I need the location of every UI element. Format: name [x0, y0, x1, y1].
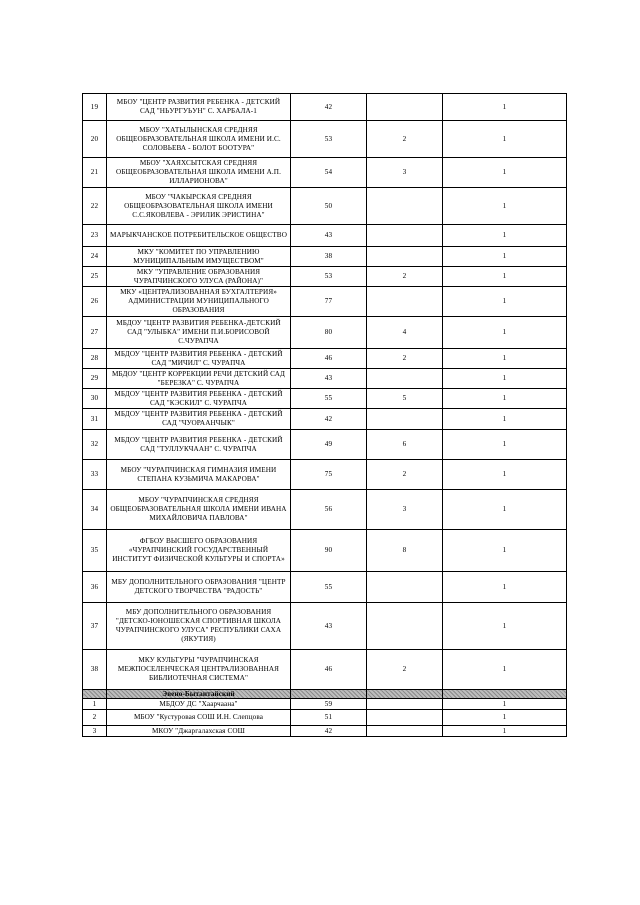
value-2	[367, 726, 443, 737]
value-3: 1	[443, 317, 567, 349]
table-row	[83, 188, 567, 225]
value-2	[367, 603, 443, 650]
value-2	[367, 710, 443, 726]
value-1: 59	[291, 699, 367, 710]
row-number: 20	[83, 121, 107, 158]
table-row	[83, 369, 567, 389]
value-1: 46	[291, 650, 367, 690]
row-number: 21	[83, 158, 107, 188]
value-3: 1	[443, 158, 567, 188]
value-3: 1	[443, 389, 567, 409]
table-row	[83, 267, 567, 287]
organization-name: МКУ «ЦЕНТРАЛИЗОВАННАЯ БУХГАЛТЕРИЯ» АДМИНИСТРАЦИИ МУНИЦИПАЛЬНОГО ОБРАЗОВАНИЯ	[107, 287, 291, 317]
value-1: 90	[291, 530, 367, 572]
row-number: 22	[83, 188, 107, 225]
value-2	[367, 247, 443, 267]
value-3: 1	[443, 603, 567, 650]
value-3: 1	[443, 710, 567, 726]
value-3: 1	[443, 460, 567, 490]
value-2: 3	[367, 158, 443, 188]
organization-name: МБДОУ ДС "Хаарчаана"	[107, 699, 291, 710]
value-2: 2	[367, 121, 443, 158]
value-2: 2	[367, 267, 443, 287]
value-3: 1	[443, 247, 567, 267]
value-1: 38	[291, 247, 367, 267]
section-title: Эвено-Бытантайский	[107, 690, 291, 699]
value-2	[367, 699, 443, 710]
value-3: 1	[443, 430, 567, 460]
organization-name: МБДОУ "ЦЕНТР РАЗВИТИЯ РЕБЕНКА - ДЕТСКИЙ САД "МИЧИЛ" С. ЧУРАПЧА	[107, 349, 291, 369]
organization-name: МБОУ "ЧУРАПЧИНСКАЯ СРЕДНЯЯ ОБЩЕОБРАЗОВАТЕЛЬНАЯ ШКОЛА ИМЕНИ ИВАНА МИХАЙЛОВИЧА ПАВЛОВА"	[107, 490, 291, 530]
value-2	[367, 287, 443, 317]
value-3: 1	[443, 726, 567, 737]
table-row	[83, 94, 567, 121]
organization-name: МБОУ "ХАТЫЛЫНСКАЯ СРЕДНЯЯ ОБЩЕОБРАЗОВАТЕЛЬНАЯ ШКОЛА ИМЕНИ И.С. СОЛОВЬЕВА - БОЛОТ БООТУРА"	[107, 121, 291, 158]
table-row	[83, 409, 567, 430]
value-3: 1	[443, 490, 567, 530]
row-number: 28	[83, 349, 107, 369]
organization-name: МБУ ДОПОЛНИТЕЛЬНОГО ОБРАЗОВАНИЯ "ДЕТСКО-ЮНОШЕСКАЯ СПОРТИВНАЯ ШКОЛА ЧУРАПЧИНСКОГО УЛУСА" РЕСПУБЛИКИ САХА (ЯКУТИЯ)	[107, 603, 291, 650]
organization-name: МБОУ "ЧАКЫРСКАЯ СРЕДНЯЯ ОБЩЕОБРАЗОВАТЕЛЬНАЯ ШКОЛА ИМЕНИ С.С.ЯКОВЛЕВА - ЭРИЛИК ЭРИСТИНА"	[107, 188, 291, 225]
table-row	[83, 430, 567, 460]
value-1: 43	[291, 369, 367, 389]
row-number: 27	[83, 317, 107, 349]
table-row	[83, 530, 567, 572]
row-number: 35	[83, 530, 107, 572]
table-row	[83, 287, 567, 317]
organization-name: МКОУ "Джаргалахская СОШ	[107, 726, 291, 737]
row-number: 19	[83, 94, 107, 121]
row-number: 37	[83, 603, 107, 650]
value-1: 55	[291, 572, 367, 603]
row-number: 23	[83, 225, 107, 247]
table-row	[83, 726, 567, 737]
value-2: 3	[367, 490, 443, 530]
value-2	[367, 572, 443, 603]
table-row	[83, 121, 567, 158]
value-1: 49	[291, 430, 367, 460]
organization-name: МБОУ "ЧУРАПЧИНСКАЯ ГИМНАЗИЯ ИМЕНИ СТЕПАНА КУЗЬМИЧА МАКАРОВА"	[107, 460, 291, 490]
value-1: 42	[291, 94, 367, 121]
row-number: 29	[83, 369, 107, 389]
value-2	[367, 369, 443, 389]
value-3: 1	[443, 650, 567, 690]
row-number: 32	[83, 430, 107, 460]
organization-name: МКУ "КОМИТЕТ ПО УПРАВЛЕНИЮ МУНИЦИПАЛЬНЫМ ИМУЩЕСТВОМ"	[107, 247, 291, 267]
row-number: 24	[83, 247, 107, 267]
row-number: 1	[83, 699, 107, 710]
value-3: 1	[443, 409, 567, 430]
value-1: 43	[291, 225, 367, 247]
value-1: 75	[291, 460, 367, 490]
row-number: 36	[83, 572, 107, 603]
value-2: 2	[367, 460, 443, 490]
value-1: 80	[291, 317, 367, 349]
organization-name: МБДОУ "ЦЕНТР РАЗВИТИЯ РЕБЕНКА - ДЕТСКИЙ САД "КЭСКИЛ" С. ЧУРАПЧА	[107, 389, 291, 409]
row-number: 31	[83, 409, 107, 430]
table-row	[83, 349, 567, 369]
value-1: 42	[291, 726, 367, 737]
value-1: 53	[291, 267, 367, 287]
organization-name: МБОУ "ЦЕНТР РАЗВИТИЯ РЕБЕНКА - ДЕТСКИЙ САД "НЬУРГУЬУН" С. ХАРБАЛА-1	[107, 94, 291, 121]
value-2: 8	[367, 530, 443, 572]
organization-name: МБДОУ "ЦЕНТР КОРРЕКЦИИ РЕЧИ ДЕТСКИЙ САД "БЕРЕЗКА" С. ЧУРАПЧА	[107, 369, 291, 389]
value-3: 1	[443, 188, 567, 225]
value-2	[367, 409, 443, 430]
value-3: 1	[443, 349, 567, 369]
organization-name: МКУ "УПРАВЛЕНИЕ ОБРАЗОВАНИЯ ЧУРАПЧИНСКОГО УЛУСА (РАЙОНА)"	[107, 267, 291, 287]
table-row	[83, 650, 567, 690]
organization-name: МБУ ДОПОЛНИТЕЛЬНОГО ОБРАЗОВАНИЯ "ЦЕНТР ДЕТСКОГО ТВОРЧЕСТВА "РАДОСТЬ"	[107, 572, 291, 603]
organization-name: МБОУ "Кустуровая СОШ И.Н. Слепцова	[107, 710, 291, 726]
table-row	[83, 460, 567, 490]
table-row	[83, 710, 567, 726]
value-1: 55	[291, 389, 367, 409]
value-3: 1	[443, 287, 567, 317]
value-2: 2	[367, 650, 443, 690]
organization-name: МБДОУ "ЦЕНТР РАЗВИТИЯ РЕБЕНКА-ДЕТСКИЙ САД "УЛЫБКА" ИМЕНИ П.И.БОРИСОВОЙ С.ЧУРАПЧА	[107, 317, 291, 349]
table-row	[83, 158, 567, 188]
value-1: 46	[291, 349, 367, 369]
value-1: 50	[291, 188, 367, 225]
row-number: 30	[83, 389, 107, 409]
organization-name: МАРЫКЧАНСКОЕ ПОТРЕБИТЕЛЬСКОЕ ОБЩЕСТВО	[107, 225, 291, 247]
value-1: 51	[291, 710, 367, 726]
value-3: 1	[443, 530, 567, 572]
value-3: 1	[443, 121, 567, 158]
table-row	[83, 225, 567, 247]
value-3: 1	[443, 699, 567, 710]
organization-name: МБДОУ "ЦЕНТР РАЗВИТИЯ РЕБЕНКА - ДЕТСКИЙ САД "ЧУОРААНЧЫК"	[107, 409, 291, 430]
organization-name: МБДОУ "ЦЕНТР РАЗВИТИЯ РЕБЕНКА - ДЕТСКИЙ САД "ТУЛЛУКЧААН" С. ЧУРАПЧА	[107, 430, 291, 460]
value-2: 5	[367, 389, 443, 409]
value-3: 1	[443, 369, 567, 389]
value-3: 1	[443, 225, 567, 247]
value-1: 56	[291, 490, 367, 530]
table-row	[83, 699, 567, 710]
section-header-row	[83, 690, 567, 699]
value-3: 1	[443, 267, 567, 287]
value-2: 2	[367, 349, 443, 369]
table-row	[83, 389, 567, 409]
row-number: 2	[83, 710, 107, 726]
table-row	[83, 247, 567, 267]
organization-name: МБОУ "ХАЯХСЫТСКАЯ СРЕДНЯЯ ОБЩЕОБРАЗОВАТЕЛЬНАЯ ШКОЛА ИМЕНИ А.П. ИЛЛАРИОНОВА"	[107, 158, 291, 188]
value-1: 77	[291, 287, 367, 317]
value-2	[367, 188, 443, 225]
row-number: 26	[83, 287, 107, 317]
value-1: 53	[291, 121, 367, 158]
value-1: 43	[291, 603, 367, 650]
value-1: 42	[291, 409, 367, 430]
table-row	[83, 603, 567, 650]
row-number: 38	[83, 650, 107, 690]
value-2	[367, 225, 443, 247]
row-number: 3	[83, 726, 107, 737]
row-number: 25	[83, 267, 107, 287]
value-3: 1	[443, 94, 567, 121]
value-2: 4	[367, 317, 443, 349]
table-row	[83, 572, 567, 603]
value-1: 54	[291, 158, 367, 188]
row-number: 34	[83, 490, 107, 530]
value-2	[367, 94, 443, 121]
value-3: 1	[443, 572, 567, 603]
table-row	[83, 317, 567, 349]
organization-name: ФГБОУ ВЫСШЕГО ОБРАЗОВАНИЯ «ЧУРАПЧИНСКИЙ ГОСУДАРСТВЕННЫЙ ИНСТИТУТ ФИЗИЧЕСКОЙ КУЛЬТУРЫ И СПОРТА»	[107, 530, 291, 572]
organization-name: МКУ КУЛЬТУРЫ "ЧУРАПЧИНСКАЯ МЕЖПОСЕЛЕНЧЕСКАЯ ЦЕНТРАЛИЗОВАННАЯ БИБЛИОТЕЧНАЯ СИСТЕМА"	[107, 650, 291, 690]
document-table	[82, 93, 567, 737]
value-2: 6	[367, 430, 443, 460]
table-row	[83, 490, 567, 530]
row-number: 33	[83, 460, 107, 490]
